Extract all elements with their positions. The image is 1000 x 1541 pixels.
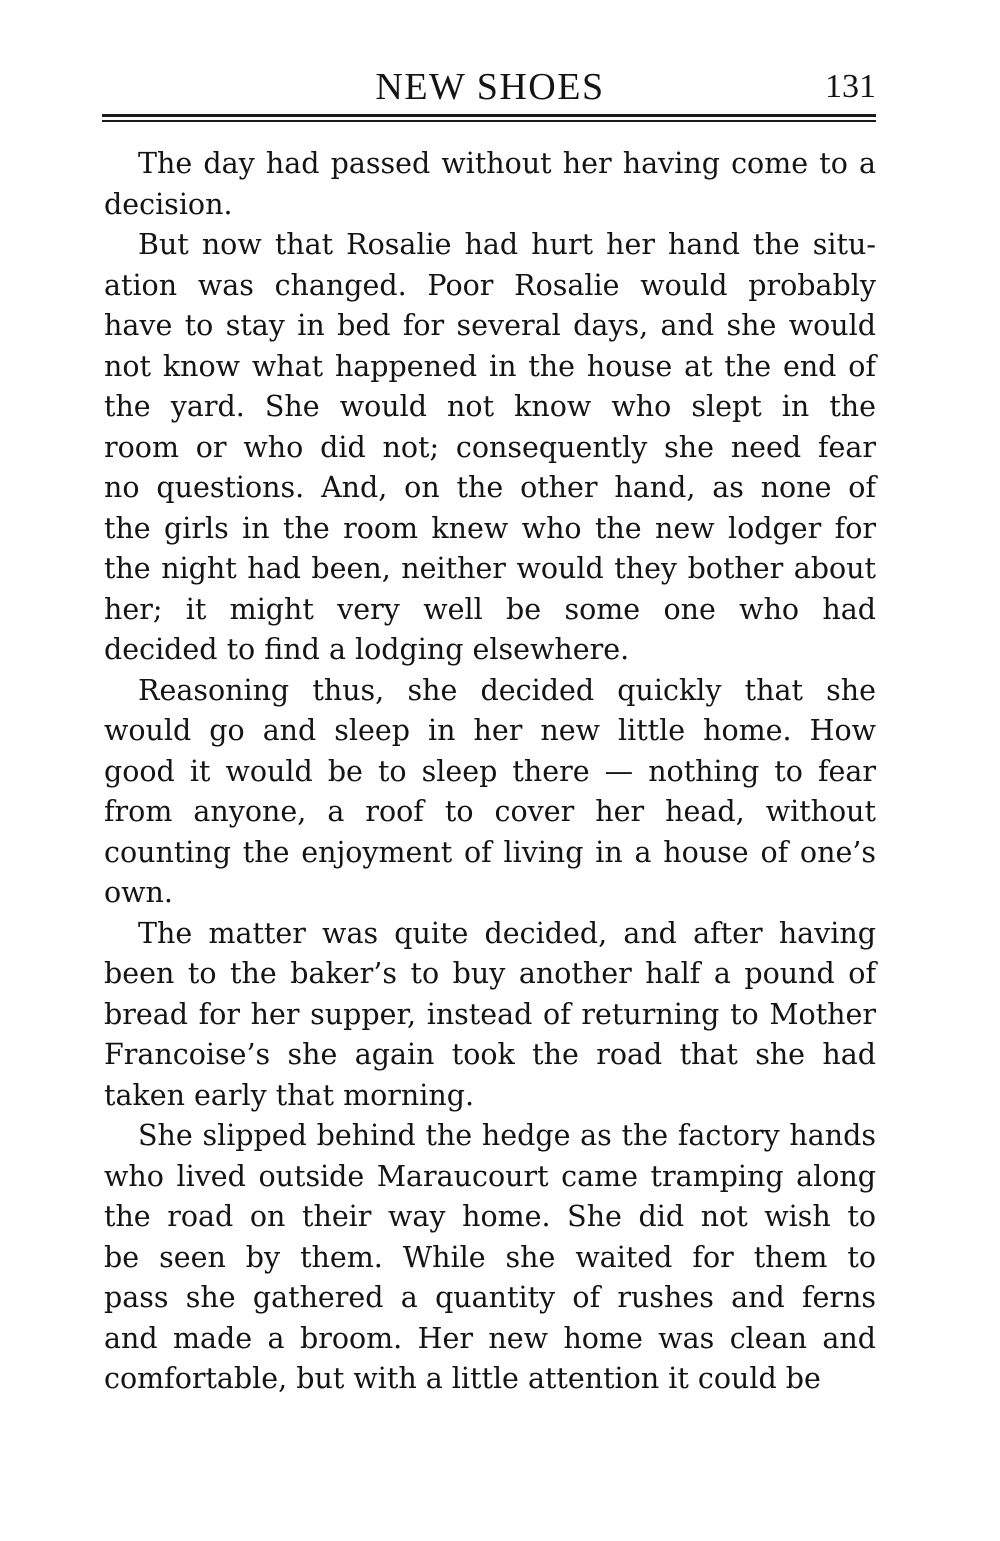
paragraph bbox=[104, 225, 876, 671]
text-line: But now that Rosalie had hurt her hand the situ- bbox=[138, 228, 876, 261]
paragraph bbox=[104, 914, 876, 1117]
text-line: decided to find a lodging elsewhere. bbox=[104, 633, 630, 666]
text-line: not know what happened in the house at the end of bbox=[104, 349, 876, 383]
text-line: own. bbox=[104, 876, 173, 909]
text-line: her; it might very well be some one who had bbox=[104, 592, 876, 626]
text-line: who lived outside Maraucourt came tramping along bbox=[104, 1159, 876, 1193]
paragraph bbox=[104, 144, 876, 225]
chapter-title: NEW SHOES bbox=[375, 66, 605, 108]
body-text bbox=[104, 144, 876, 1400]
page-number: 131 bbox=[825, 68, 876, 105]
text-line: and made a broom. Her new home was clean and bbox=[104, 1321, 876, 1355]
text-line: be seen by them. While she waited for them to bbox=[104, 1240, 876, 1274]
header-rule-thin bbox=[102, 120, 876, 122]
running-head bbox=[104, 64, 876, 110]
text-line: would go and sleep in her new little home. How bbox=[104, 714, 876, 747]
text-line: ation was changed. Poor Rosalie would probably bbox=[104, 268, 876, 302]
text-line: no questions. And, on the other hand, as none of bbox=[104, 471, 876, 504]
paragraph bbox=[104, 671, 876, 914]
text-line: bread for her supper, instead of returning to Mother bbox=[104, 997, 876, 1031]
text-line: good it would be to sleep there — nothing to fear bbox=[104, 754, 876, 788]
text-line: Reasoning thus, she decided quickly that she bbox=[138, 673, 876, 707]
text-line: She slipped behind the hedge as the factory hands bbox=[138, 1119, 876, 1152]
text-line: The matter was quite decided, and after having bbox=[138, 916, 876, 950]
text-line: counting the enjoyment of living in a house of one’s bbox=[104, 835, 876, 869]
text-line: the girls in the room knew who the new lodger for bbox=[104, 511, 876, 545]
text-line: pass she gathered a quantity of rushes and ferns bbox=[104, 1281, 876, 1314]
text-line: been to the baker’s to buy another half a pound of bbox=[104, 957, 876, 990]
paragraph bbox=[104, 1116, 876, 1400]
text-line: the night had been, neither would they bother about bbox=[104, 552, 876, 585]
text-line: room or who did not; consequently she need fear bbox=[104, 430, 876, 464]
header-rule bbox=[102, 114, 876, 117]
text-line: Francoise’s she again took the road that she had bbox=[104, 1038, 876, 1071]
text-line: comfortable, but with a little attention it could be bbox=[104, 1362, 821, 1395]
text-line: taken early that morning. bbox=[104, 1078, 474, 1112]
text-line: decision. bbox=[104, 187, 233, 221]
text-line: The day had passed without her having come to a bbox=[138, 147, 876, 180]
text-line: have to stay in bed for several days, and she would bbox=[104, 309, 876, 342]
text-line: from anyone, a roof to cover her head, without bbox=[104, 795, 876, 828]
text-line: the yard. She would not know who slept in the bbox=[104, 390, 876, 423]
text-line: the road on their way home. She did not wish to bbox=[104, 1200, 876, 1233]
